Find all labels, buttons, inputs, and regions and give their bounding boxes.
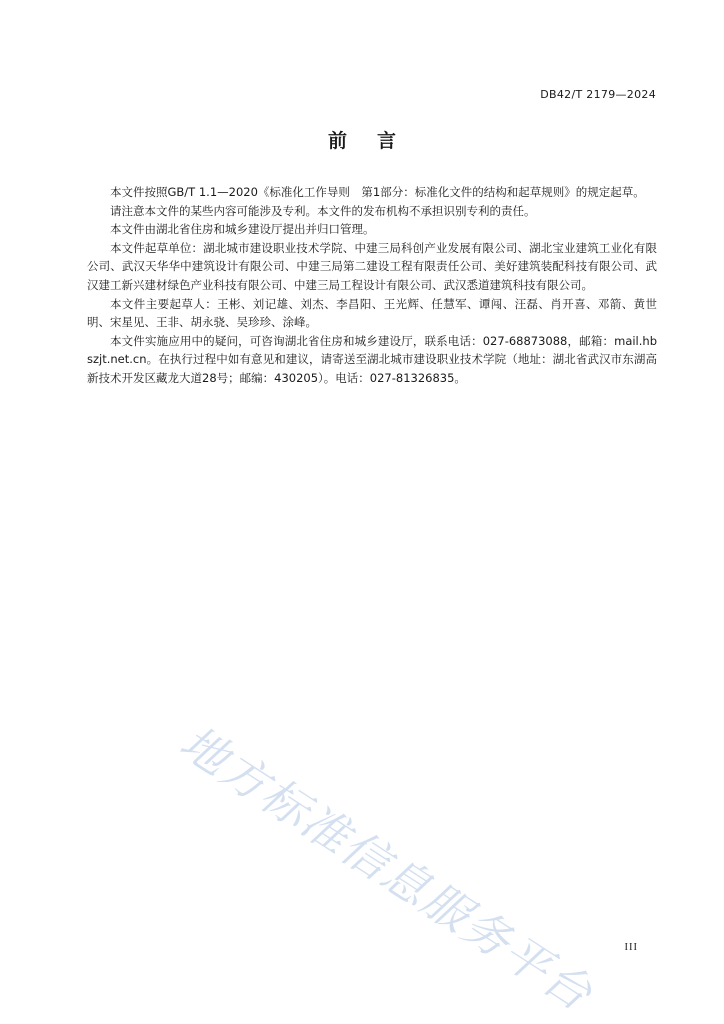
paragraph-proposer: 本文件由湖北省住房和城乡建设厅提出并归口管理。: [110, 222, 375, 237]
page-title: 前言: [327, 130, 426, 152]
standard-code: DB42/T 2179—2024: [540, 88, 656, 101]
paragraph-drafting-rules: 本文件按照GB/T 1.1—2020《标准化工作导则 第1部分：标准化文件的结构和起草规则》的规定起草。: [110, 185, 645, 199]
paragraph-drafting-units: 本文件起草单位：湖北城市建设职业技术学院、中建三局科创产业发展有限公司、湖北宝业建筑工业化有限公司、武汉天华华中建筑设计有限公司、中建三局第二建设工程有限责任公司、美好建筑装配科技有限公司、武汉建工新兴建材绿色产业科技有限公司、中建三局工程设计有限公司、武汉悉道建筑科技有限公司。: [87, 240, 657, 292]
watermark: 地方标准信息服务平台: [170, 714, 603, 1022]
paragraph-drafters: 本文件主要起草人：王彬、刘记雄、刘杰、李昌阳、王光辉、任慧军、谭闯、汪磊、肖开喜、邓箭、黄世明、宋星见、王非、胡永骁、吴珍珍、涂峰。: [87, 296, 657, 330]
paragraph-patent-notice: 请注意本文件的某些内容可能涉及专利。本文件的发布机构不承担识别专利的责任。: [110, 203, 536, 218]
foreword-body: [87, 183, 657, 388]
page-number: III: [624, 942, 638, 953]
paragraph-contact-info: 本文件实施应用中的疑问，可咨询湖北省住房和城乡建设厅，联系电话：027-68873088，邮箱：mail.hbszjt.net.cn。在执行过程中如有意见和建议，请寄送至湖北城市建设职业技术学院（地址：湖北省武汉市东湖高新技术开发区藏龙大道28号；邮编：430205）。电话：027-81326835。: [87, 333, 657, 385]
